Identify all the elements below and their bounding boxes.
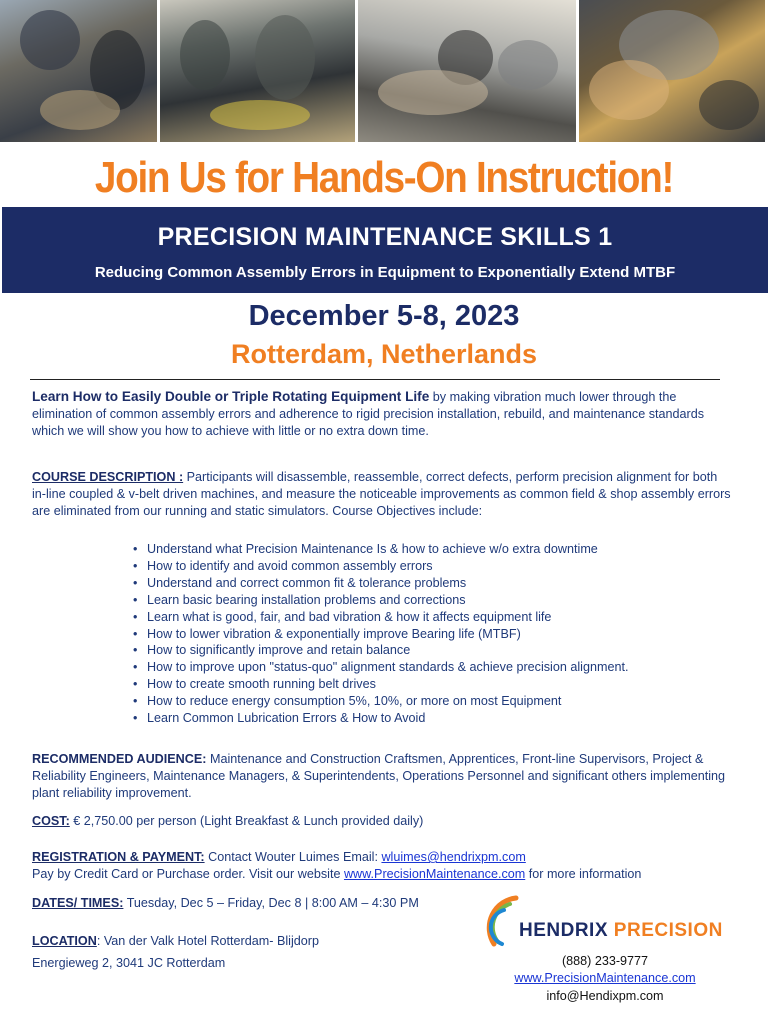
course-description-text: Participants will disassemble, reassemble, correct defects, perform precision alignment for both in-line coupled & v-belt driven machines, and measure the noticeable improvements as common field & shop assembly errors are eliminated from our running and static simulators. Course Objectives include: xyxy=(32,470,731,518)
cost-label: COST: xyxy=(32,814,70,828)
intro-lead: Learn How to Easily Double or Triple Rotating Equipment Life xyxy=(32,389,430,404)
objectives-list xyxy=(133,541,628,727)
contact-website-link[interactable]: www.PrecisionMaintenance.com xyxy=(514,971,696,985)
audience-text: Maintenance and Construction Craftsmen, Apprentices, Front-line Supervisors, Project & Reliability Engineers, Maintenance Managers, & Superintendents, Operations Personnel and significant others implementing plant reliability improvement. xyxy=(32,752,726,800)
contact-phone: (888) 233-9777 xyxy=(561,954,649,968)
list-item: • How to create smooth running belt drives xyxy=(133,676,628,693)
list-item: • How to significantly improve and retain balance xyxy=(133,642,628,659)
course-description xyxy=(32,469,732,519)
course-banner xyxy=(2,207,768,293)
course-subtitle: Reducing Common Assembly Errors in Equipment to Exponentially Extend MTBF xyxy=(94,264,676,281)
list-item: • How to improve upon "status-quo" alignment standards & achieve precision alignment. xyxy=(133,659,628,676)
list-item: • How to reduce energy consumption 5%, 10%, or more on most Equipment xyxy=(133,693,628,710)
logo-word-hendrix: HENDRIX xyxy=(519,920,609,941)
divider xyxy=(30,379,720,380)
list-item: • Learn Common Lubrication Errors & How to Avoid xyxy=(133,710,628,727)
cost-section xyxy=(32,813,732,830)
list-item: • Learn basic bearing installation problems and corrections xyxy=(133,592,628,609)
list-item: • Learn what is good, fair, and bad vibration & how it affects equipment life xyxy=(133,609,628,626)
workshop-photo-closeup-icon xyxy=(579,0,765,142)
location-text: : Van der Valk Hotel Rotterdam- Blijdorp xyxy=(96,934,319,948)
event-date: December 5-8, 2023 xyxy=(248,300,520,332)
photo-strip xyxy=(0,0,768,142)
dates-times-label: DATES/ TIMES: xyxy=(32,896,124,910)
hendrix-logo-wordmark xyxy=(519,920,723,942)
payment-text: Pay by Credit Card or Purchase order. Visit our website xyxy=(32,866,344,881)
registration-label: REGISTRATION & PAYMENT: xyxy=(32,850,205,864)
dates-times-text: Tuesday, Dec 5 – Friday, Dec 8 | 8:00 AM – 4:30 PM xyxy=(123,896,419,910)
workshop-photo-simulator-icon xyxy=(358,0,576,142)
audience-label: RECOMMENDED AUDIENCE: xyxy=(32,752,207,766)
payment-text-end: for more information xyxy=(525,866,642,881)
list-item: • Understand what Precision Maintenance Is & how to achieve w/o extra downtime xyxy=(133,541,628,558)
list-item: • How to lower vibration & exponentially improve Bearing life (MTBF) xyxy=(133,626,628,643)
list-item: • How to identify and avoid common assembly errors xyxy=(133,558,628,575)
event-city: Rotterdam, Netherlands xyxy=(230,339,538,369)
workshop-photo-group-icon xyxy=(160,0,355,142)
registration-email-link[interactable]: wluimes@hendrixpm.com xyxy=(381,850,526,864)
course-title: PRECISION MAINTENANCE SKILLS 1 xyxy=(157,223,613,251)
workshop-photo-technicians-icon xyxy=(0,0,157,142)
course-description-label: COURSE DESCRIPTION : xyxy=(32,470,184,484)
audience-section xyxy=(32,751,732,801)
cost-text: € 2,750.00 per person (Light Breakfast & Lunch provided daily) xyxy=(69,814,424,828)
location-address: Energieweg 2, 3041 JC Rotterdam xyxy=(32,956,226,970)
location-label: LOCATION xyxy=(32,934,97,948)
list-item: • Understand and correct common fit & tolerance problems xyxy=(133,575,628,592)
website-link[interactable]: www.PrecisionMaintenance.com xyxy=(343,866,526,881)
contact-website xyxy=(480,969,730,988)
registration-text: Contact Wouter Luimes Email: xyxy=(204,850,382,864)
registration-section xyxy=(32,849,732,883)
intro-paragraph xyxy=(32,389,732,439)
intro-text: by making vibration much lower through the elimination of common assembly errors and adherence to rigid precision installation, rebuild, and maintenance standards which we will show you how to achieve with little or no extra down time. xyxy=(32,390,705,438)
contact-email: info@Hendixpm.com xyxy=(546,989,664,1003)
logo-word-precision: PRECISION xyxy=(613,920,723,941)
headline: Join Us for Hands-On Instruction! xyxy=(94,153,674,202)
